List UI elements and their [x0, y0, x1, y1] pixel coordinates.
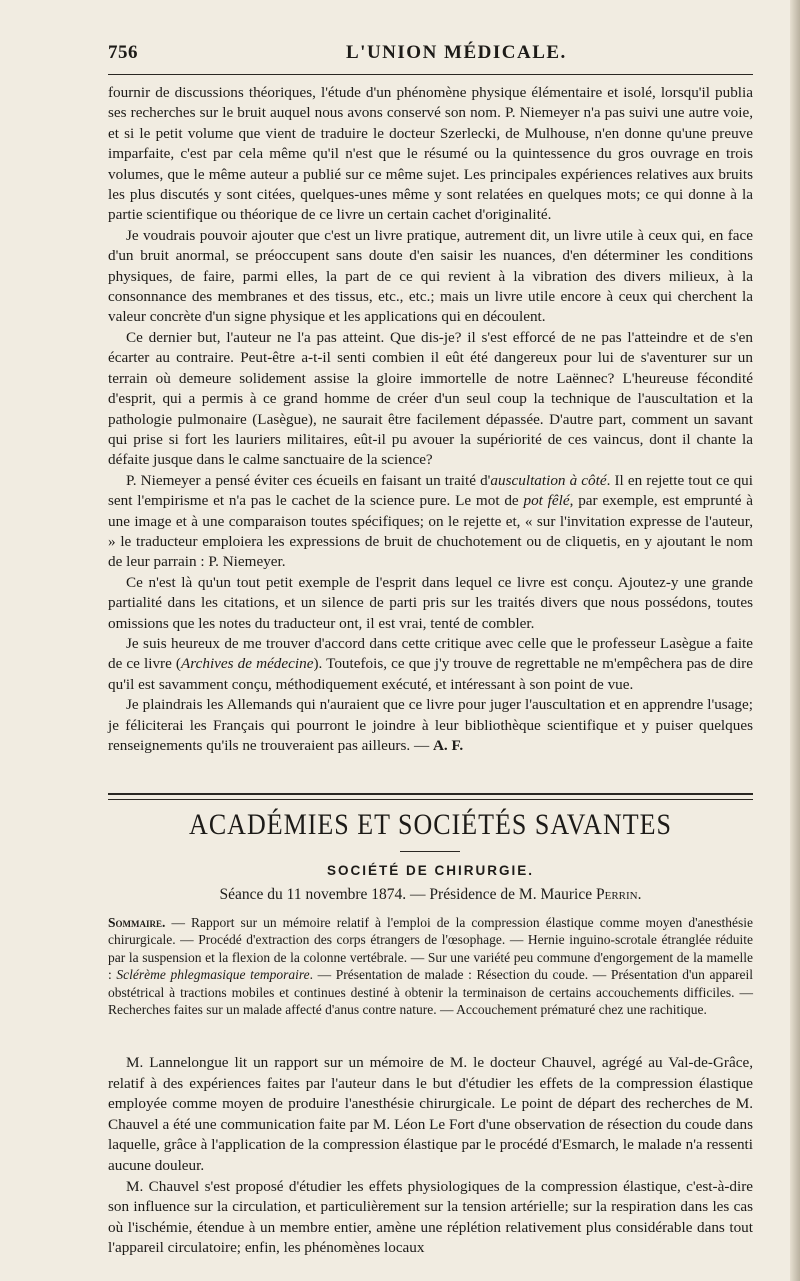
review-paragraph: Ce dernier but, l'auteur ne l'a pas atteint. Que dis-je? il s'est efforcé de ne pas l'atteindre et de s'en écarter au contraire. Peut-être a-t-il senti combien il eût été dangereux pour lui de s'aventurer sur un terrain où demeure solidement assise la gloire immortelle de notre Laënnec? L'heureuse fécondité d'esprit, qui a permis à ce grand homme de créer d'un seul coup la technique de l'auscultation et la pathologie pulmonaire (Lasègue), ne saurait être facilement dépassée. D'autre part, comment un savant qui prise si fort les lauriers militaires, eût-il pu avouer la supériorité de ces vaincus, dont il chante la défaite jusque dans le calme sanctuaire de la science? [108, 328, 753, 469]
author-signature: A. F. [432, 737, 464, 754]
review-paragraph: Je voudrais pouvoir ajouter que c'est un livre pratique, autrement dit, un livre utile à ceux qui, en face d'un bruit anormal, se préoccupent sans doute d'en saisir les nuances, d'en déterminer les conditions physiques, de faire, parmi elles, la part de ce qui revient à la vibration des divers milieux, à la consonnance des membranes et des tissus, etc., etc.; mais un livre utile encore à ceux qui cherchent la valeur concrète d'un signe physique et les applications qui en découlent. [108, 226, 753, 326]
review-paragraph: Ce n'est là qu'un tout petit exemple de l'esprit dans lequel ce livre est conçu. Ajoutez-y une grande partialité dans les citations, et un silence de parti pris sur les traités divers que nous possédons, toutes omissions que les notes du traducteur ont, il est vrai, tenté de combler. [108, 573, 753, 632]
review-paragraph: fournir de discussions théoriques, l'étude d'un phénomène physique élémentaire et isolé, lorsqu'il publia ses recherches sur le bruit auquel nous avons conservé son nom. P. Niemeyer n'a pas suivi une autre voie, et si le petit volume que vient de traduire le docteur Szerlecki, de Mulhouse, n'en donne qu'une preuve imparfaite, c'est par cela même qu'il n'est que le résumé ou la quintessence du gros ouvrage en trois volumes, que le même auteur a publié sur ce même sujet. Les principales expériences relatives aux bruits les plus discutés y sont citées, quelques-unes même y sont relatées en quelques mots; ce qui donne à la partie scientifique ou théorique de ce livre un certain cachet d'originalité. [108, 84, 753, 224]
section-divider [108, 793, 753, 800]
running-header [108, 42, 753, 66]
emphasis: Sclérème phlegmasique temporaire [116, 967, 310, 983]
emphasis: auscultation à côté [490, 471, 607, 489]
review-paragraph: Je plaindrais les Allemands qui n'auraient que ce livre pour juger l'auscultation et en apprendre l'usage; je féliciterai les Français qui pourront le joindre à leur bibliothèque scientifique et y puiser quelques renseignements qu'ils ne trouveraient pas ailleurs. — A. F. [108, 696, 753, 754]
book-review [108, 83, 753, 756]
page-number: 756 [108, 42, 138, 63]
title-rule [400, 851, 460, 852]
review-paragraph: P. Niemeyer a pensé éviter ces écueils en faisant un traité d'auscultation à côté. Il en rejette tout ce qui sent l'empirisme et n'a pas le cachet de la science pure. Le mot de pot fêlé, par exemple, est emprunté à une image et à une comparaison toutes spécifiques; on le rejette et, « sur l'invitation expresse de l'auteur, » le traducteur emploiera les expressions de bruit de chuchotement ou de cliquetis, en y ajoutant le nom de leur parrain : P. Niemeyer. [108, 471, 753, 571]
header-rule [108, 74, 753, 75]
review-paragraph: Je suis heureux de me trouver d'accord dans cette critique avec celle que le professeur Lasègue a faite de ce livre (Archives de médecine). Toutefois, ce que j'y trouve de regrettable ne m'empêchera pas de dire qu'il est savamment conçu, méthodiquement exécuté, et intéressant à son point de vue. [108, 634, 753, 693]
summary-label: Sommaire. [108, 915, 166, 930]
book-spine-shadow [790, 0, 800, 1281]
report-paragraph: M. Lannelongue lit un rapport sur un mémoire de M. le docteur Chauvel, agrégé au Val-de-Grâce, relatif à des expériences faites par l'auteur dans le but d'étudier les effets de la compression élastique employée comme moyen de produire l'anesthésie chirurgicale. Le point de départ des recherches de M. Chauvel a été une communication faite par M. Léon Le Fort d'une observation de résection du coude dans laquelle, grâce à l'application de la compression élastique par le procédé d'Esmarch, le malade n'a ressenti aucune douleur. [108, 1054, 753, 1174]
president-name: Perrin [595, 886, 638, 903]
journal-title: L'UNION MÉDICALE. [346, 42, 567, 63]
session-summary: Sommaire. — Rapport sur un mémoire relatif à l'emploi de la compression élastique comme moyen d'anesthésie chirurgicale. — Procédé d'extraction des corps étrangers de l'œsophage. — Hernie inguino-scrotale étranglée réduite par la suspension et la flexion de la colonne vertébrale. — Sur une variété peu commune d'engorgement de la mamelle : Sclérème phlegmasique temporaire. — Présentation de malade : Résection du coude. — Présentation d'un appareil obstétrical à tractions mobiles et continues destiné à obtenir la terminaison de certains accouchements difficiles. — Recherches faites sur un malade affecté d'anus contre nature. — Accouchement prématuré chez une rachitique. [108, 915, 753, 1018]
emphasis: pot fêlé [523, 492, 570, 510]
citation: Archives de médecine [181, 655, 314, 673]
session-line: Séance du 11 novembre 1874. — Présidence de M. Maurice Perrin. [219, 886, 642, 903]
section-title: ACADÉMIES ET SOCIÉTÉS SAVANTES [189, 807, 672, 842]
session-report [108, 1053, 753, 1259]
report-paragraph: M. Chauvel s'est proposé d'étudier les effets physiologiques de la compression élastique, c'est-à-dire son influence sur la circulation, et particulièrement sur la tension artérielle; sur la respiration dans les cas où l'ischémie, étendue à un membre entier, amène une réplétion relativement plus considérable dans tout l'appareil circulatoire; enfin, les phénomènes locaux [108, 1177, 753, 1257]
society-heading: SOCIÉTÉ DE CHIRURGIE. [326, 863, 535, 878]
